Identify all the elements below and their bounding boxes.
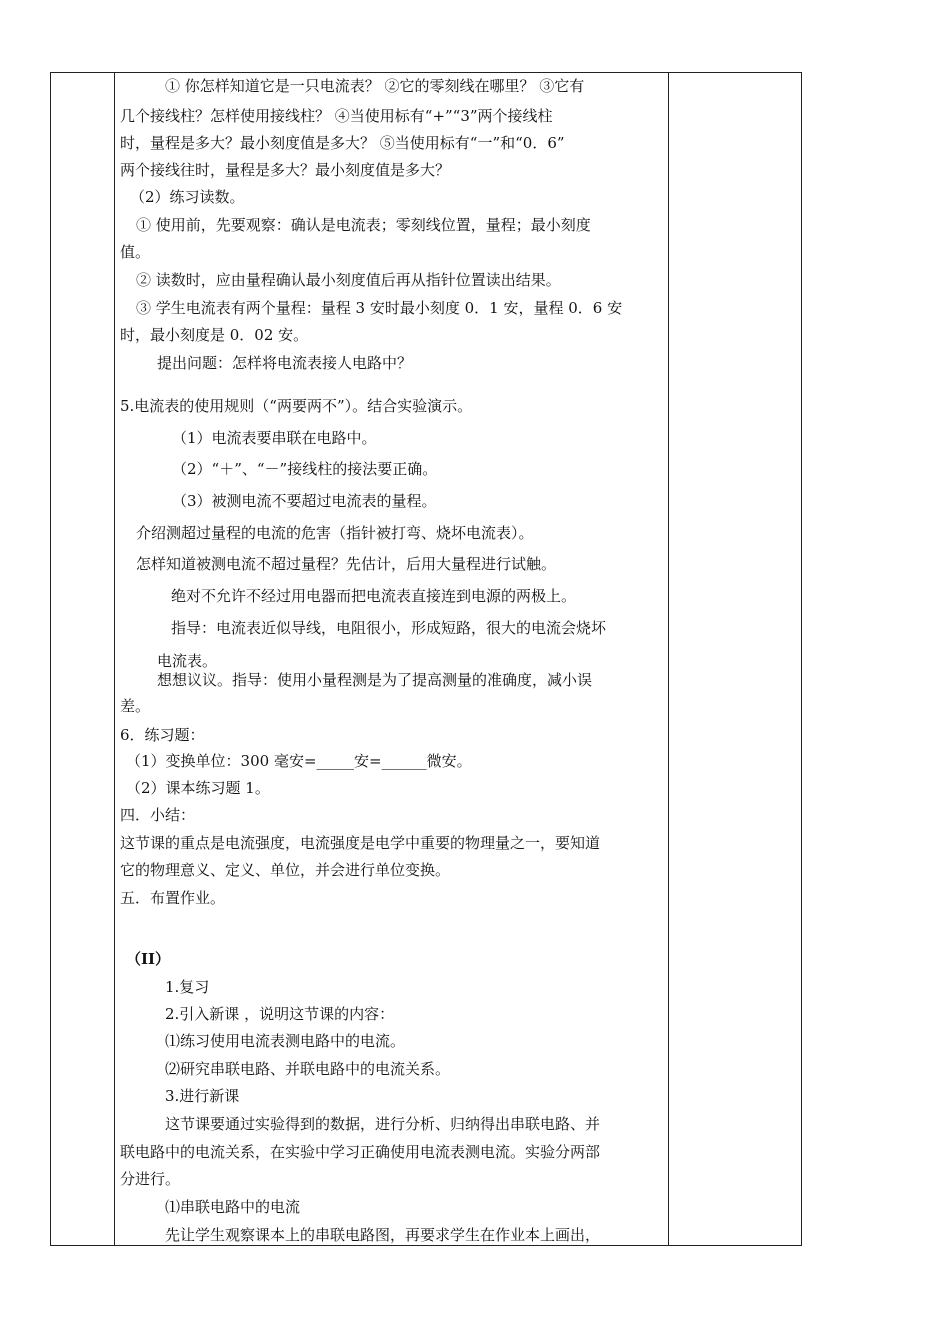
text-line: 提出问题：怎样将电流表接人电路中？ xyxy=(157,354,413,372)
text-line: 这节课要通过实验得到的数据，进行分析、归纳得出串联电路、并 xyxy=(165,1115,601,1133)
part-heading: （II） xyxy=(126,950,171,968)
text-line: 想想议议。指导：使用小量程测是为了提高测量的准确度，减小误 xyxy=(157,671,593,689)
section-heading: 四．小结： xyxy=(120,806,196,824)
text-line: 先让学生观察课本上的串联电路图，再要求学生在作业本上画出， xyxy=(165,1226,601,1244)
text-line: 这节课的重点是电流强度，电流强度是电学中重要的物理量之一，要知道 xyxy=(120,834,601,852)
text-line: 1.复习 xyxy=(165,978,210,996)
text-line: 几个接线柱？怎样使用接线柱？ ④当使用标有“+”“3”两个接线柱 xyxy=(120,107,553,125)
text-line: ① 你怎样知道它是一只电流表？ ②它的零刻线在哪里？ ③它有 xyxy=(165,77,585,95)
text-line: ② 读数时，应由量程确认最小刻度值后再从指针位置读出结果。 xyxy=(136,271,561,289)
section-heading: 6．练习题： xyxy=(120,726,205,744)
text-line: 时，最小刻度是 0．02 安。 xyxy=(120,326,309,344)
text-line: （2）“＋”、“－”接线柱的接法要正确。 xyxy=(172,460,438,478)
text-line: 怎样知道被测电流不超过量程？先估计，后用大量程进行试触。 xyxy=(136,555,557,573)
column-divider-right xyxy=(668,73,669,1245)
text-line: 它的物理意义、定义、单位，并会进行单位变换。 xyxy=(120,861,451,879)
text-line: （1）变换单位：300 毫安=_____安=______微安。 xyxy=(126,752,472,770)
text-line: 3.进行新课 xyxy=(165,1087,240,1105)
text-line: 差。 xyxy=(120,697,151,715)
text-line: 绝对不允许不经过用电器而把电流表直接连到电源的两极上。 xyxy=(171,587,577,605)
text-line: ⑴串联电路中的电流 xyxy=(165,1198,301,1216)
column-divider-left xyxy=(114,73,115,1245)
text-line: （1）电流表要串联在电路中。 xyxy=(172,429,377,447)
text-line: 电流表。 xyxy=(157,652,218,670)
text-line: 联电路中的电流关系，在实验中学习正确使用电流表测电流。实验分两部 xyxy=(120,1143,601,1161)
text-line: ⑵研究串联电路、并联电路中的电流关系。 xyxy=(165,1060,451,1078)
text-line: 分进行。 xyxy=(120,1170,181,1188)
text-line: 时，量程是多大？最小刻度值是多大？ ⑤当使用标有“一”和“0．6” xyxy=(120,134,565,152)
section-heading: 5.电流表的使用规则（“两要两不”）。结合实验演示。 xyxy=(120,397,473,415)
text-line: 介绍测超过量程的电流的危害（指针被打弯、烧坏电流表）。 xyxy=(136,524,534,542)
text-line: ① 使用前，先要观察：确认是电流表；零刻线位置，量程；最小刻度 xyxy=(136,216,591,234)
text-line: （2）课本练习题 1。 xyxy=(126,779,270,797)
text-line: ⑴练习使用电流表测电路中的电流。 xyxy=(165,1032,406,1050)
text-line: 指导：电流表近似导线，电阻很小，形成短路，很大的电流会烧坏 xyxy=(171,619,607,637)
text-line: （3）被测电流不要超过电流表的量程。 xyxy=(172,492,437,510)
section-heading: 五．布置作业。 xyxy=(120,889,226,907)
text-line: 值。 xyxy=(120,243,151,261)
text-line: （2）练习读数。 xyxy=(130,188,245,206)
text-line: 2.引入新课 ，说明这节课的内容： xyxy=(165,1005,395,1023)
text-line: 两个接线往时，量程是多大？最小刻度值是多大？ xyxy=(120,161,451,179)
text-line: ③ 学生电流表有两个量程：量程 3 安时最小刻度 0．1 安，量程 0．6 安 xyxy=(136,299,623,317)
